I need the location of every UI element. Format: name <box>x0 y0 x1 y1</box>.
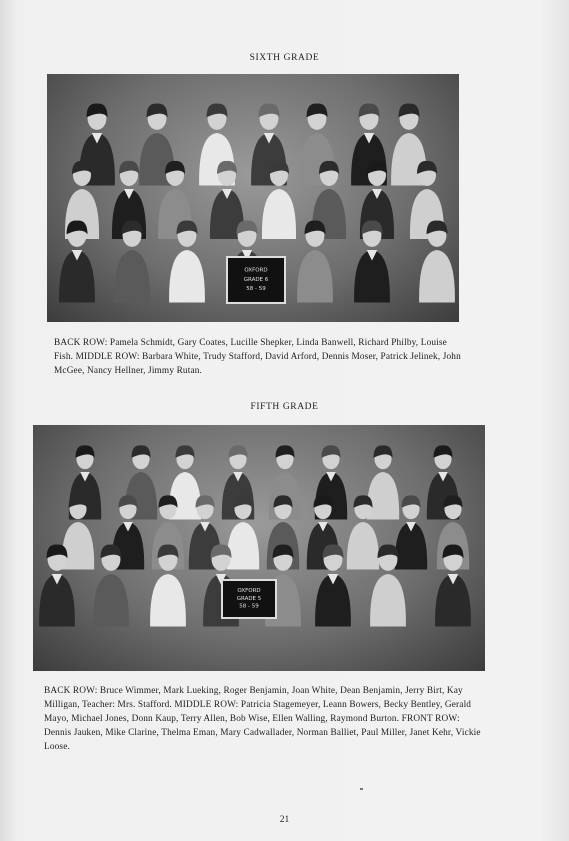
fifth-grade-caption: BACK ROW: Bruce Wimmer, Mark Lueking, Roger Benjamin, Joan White, Dean Benjamin, Jerry Birt, Kay Milligan, Teacher: Mrs. Stafford. MIDDLE ROW: Patricia Stagemeyer, Leann Bowers, Becky Bentley, Gerald Mayo, Michael Jones, Donn Kaup, Terry Allen, Bob Wise, Ellen Walling, Raymond Burton. FRONT ROW: Dennis Jauken, Mike Clarine, Thelma Eman, Mary Cadwallader, Norman Balliet, Paul Miller, Janet Kehr, Vickie Loose. <box>44 686 481 752</box>
sign-text: OXFORD <box>244 267 268 274</box>
sign-text: GRADE 5 <box>236 595 262 602</box>
fifth-grade-class-photo <box>33 425 485 671</box>
page-number: 21 <box>279 815 290 825</box>
sixth-grade-class-photo <box>47 74 459 322</box>
sixth-grade-caption: BACK ROW: Pamela Schmidt, Gary Coates, Lucille Shepker, Linda Banwell, Richard Philby, Louise Fish. MIDDLE ROW: Barbara White, Trudy Stafford, David Arford, Dennis Moser, Patrick Jelinek, John McGee, Nancy Hellner, Jimmy Rutan. <box>54 338 461 376</box>
sign-text: GRADE 6 <box>243 276 269 283</box>
print-speck <box>360 788 363 790</box>
student-figure <box>395 495 427 569</box>
sign-text: 58 - 59 <box>239 603 259 610</box>
fifth-grade-heading: FIFTH GRADE <box>250 402 319 412</box>
class-sign <box>227 257 285 303</box>
class-sign <box>222 580 276 618</box>
sixth-grade-heading: SIXTH GRADE <box>249 53 320 63</box>
sign-text: OXFORD <box>237 588 261 595</box>
sign-text: 58 - 59 <box>246 286 266 293</box>
student-figure <box>367 445 399 519</box>
